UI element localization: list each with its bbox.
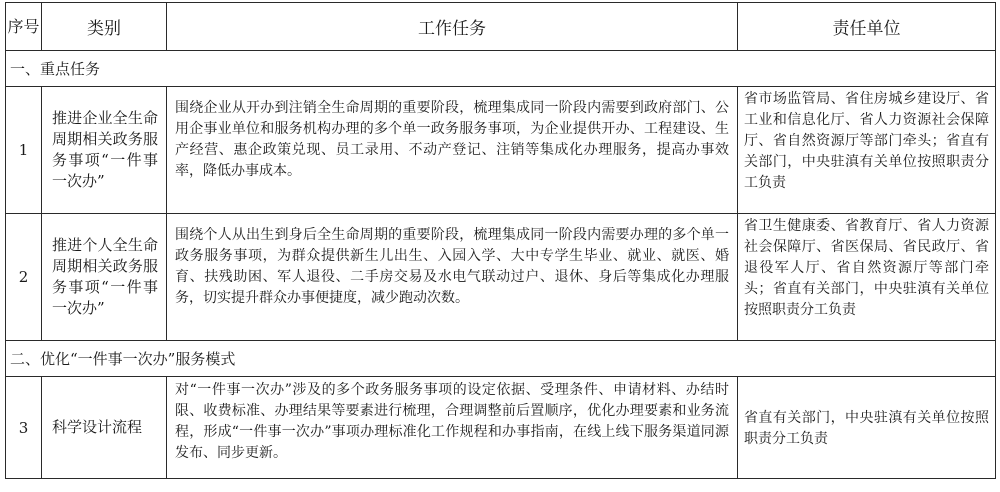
section-title: 二、优化“一件事一次办”服务模式: [6, 341, 996, 377]
category-cell: 科学设计流程: [42, 377, 167, 479]
section-row: [6, 51, 996, 87]
task-text: 对“一件事一次办”涉及的多个政务服务事项的设定依据、受理条件、申请材料、办结时限、收费标准、办理结果等要素进行梳理，合理调整前后置顺序，优化办理要素和业务流程，形成“一件事一次办”事项办理标准化工作规程和办事指南，在线上线下服务渠道同源发布、同步更新。: [175, 382, 729, 461]
unit-text: 省直有关部门，中央驻滇有关单位按照职责分工负责: [744, 409, 989, 447]
header-unit: 责任单位: [738, 3, 996, 51]
unit-cell: [738, 377, 996, 479]
table-row: [6, 87, 996, 214]
category-cell: 推进企业全生命周期相关政务服务事项“一件事一次办”: [42, 87, 167, 214]
table-header-row: [6, 3, 996, 51]
category-cell: 推进个人全生命周期相关政务服务事项“一件事一次办”: [42, 214, 167, 341]
seq-cell: 1: [6, 87, 42, 214]
section-title: 一、重点任务: [6, 51, 996, 87]
table-row: [6, 377, 996, 479]
task-cell: [167, 87, 738, 214]
unit-text: 省市场监管局、省住房城乡建设厅、省工业和信息化厅、省人力资源社会保障厅、省自然资源厅等部门牵头；省直有关部门，中央驻滇有关单位按照职责分工负责: [744, 91, 989, 191]
task-text: 围绕企业从开办到注销全生命周期的重要阶段，梳理集成同一阶段内需要到政府部门、公用企事业单位和服务机构办理的多个单一政务服务事项，为企业提供开办、工程建设、生产经营、惠企政策兑现、员工录用、不动产登记、注销等集成化办理服务，提高办事效率，降低办事成本。: [175, 100, 729, 179]
task-cell: [167, 377, 738, 479]
unit-cell: [738, 214, 996, 341]
unit-cell: [738, 87, 996, 214]
unit-text: 省卫生健康委、省教育厅、省人力资源社会保障厅、省医保局、省民政厅、省退役军人厅、省自然资源厅等部门牵头；省直有关部门，中央驻滇有关单位按照职责分工负责: [744, 218, 989, 318]
section-row: [6, 341, 996, 377]
seq-cell: 3: [6, 377, 42, 479]
header-category: 类别: [42, 3, 167, 51]
task-cell: [167, 214, 738, 341]
task-table: [5, 2, 996, 479]
task-text: 围绕个人从出生到身后全生命周期的重要阶段，梳理集成同一阶段内需要办理的多个单一政务服务事项，为群众提供新生儿出生、入园入学、大中专学生毕业、就业、就医、婚育、扶残助困、军人退役、二手房交易及水电气联动过户、退休、身后等集成化办理服务，切实提升群众办事便捷度，减少跑动次数。: [175, 227, 729, 306]
header-task: 工作任务: [167, 3, 738, 51]
header-seq: 序号: [6, 3, 42, 51]
table-row: [6, 214, 996, 341]
seq-cell: 2: [6, 214, 42, 341]
